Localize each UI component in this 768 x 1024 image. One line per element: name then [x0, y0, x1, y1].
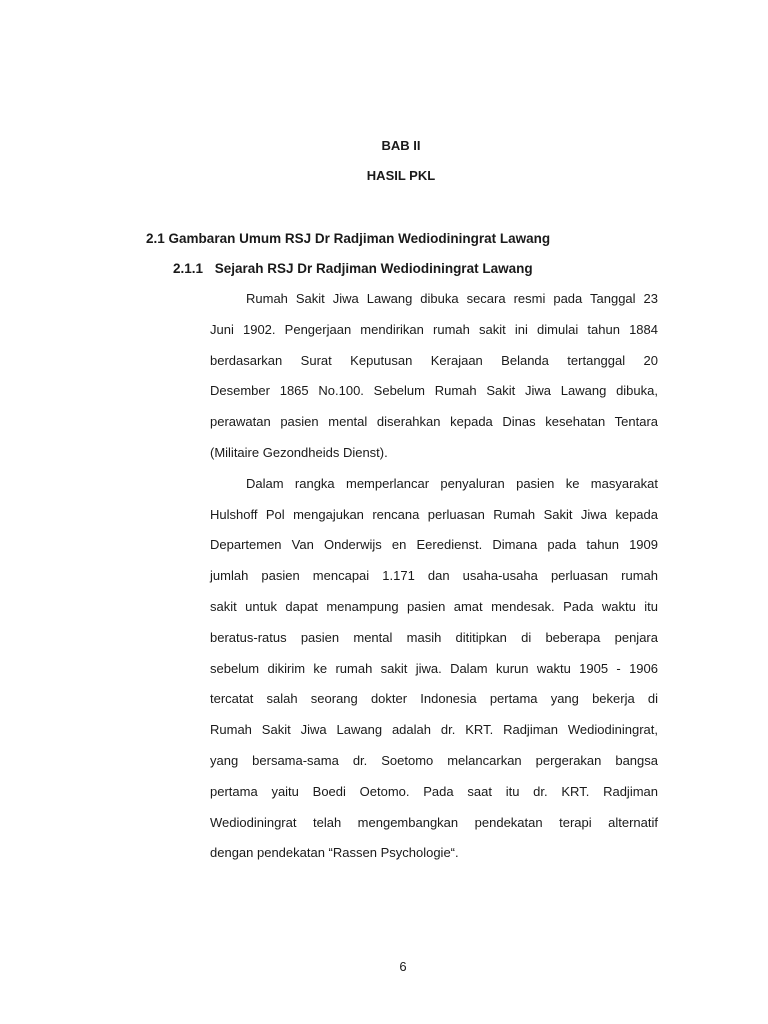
section-heading [146, 231, 550, 247]
subsection-heading [173, 261, 533, 277]
subsection-number: 2.1.1 [173, 261, 204, 276]
paragraph-2 [210, 469, 658, 869]
page-number: 6 [399, 959, 407, 974]
paragraph-line: perawatan pasien mental diserahkan kepada Dinas kesehatan Tentara [210, 414, 658, 430]
paragraph-line: yang bersama-sama dr. Soetomo melancarkan pergerakan bangsa [210, 752, 658, 768]
paragraph-line: pertama yaitu Boedi Oetomo. Pada saat itu dr. KRT. Radjiman [210, 783, 658, 799]
paragraph-line: sebelum dikirim ke rumah sakit jiwa. Dalam kurun waktu 1905 - 1906 [210, 660, 658, 676]
paragraph-line: jumlah pasien mencapai 1.171 dan usaha-usaha perluasan rumah [210, 568, 658, 584]
paragraph-line: Departemen Van Onderwijs en Eeredienst. Dimana pada tahun 1909 [210, 537, 658, 553]
paragraph-1 [210, 284, 658, 469]
section-number: 2.1 [146, 231, 165, 246]
chapter-subtitle: HASIL PKL [366, 168, 436, 183]
paragraph-line: Hulshoff Pol mengajukan rencana perluasan Rumah Sakit Jiwa kepada [210, 506, 658, 522]
paragraph-line: tercatat salah seorang dokter Indonesia pertama yang bekerja di [210, 691, 658, 707]
body-text [210, 284, 658, 869]
chapter-title: BAB II [381, 138, 421, 153]
paragraph-line: beratus-ratus pasien mental masih dititipkan di beberapa penjara [210, 629, 658, 645]
paragraph-line: dengan pendekatan “Rassen Psychologie“. [210, 845, 459, 861]
paragraph-line: Rumah Sakit Jiwa Lawang adalah dr. KRT. Radjiman Wediodiningrat, [210, 722, 658, 738]
paragraph-line: sakit untuk dapat menampung pasien amat mendesak. Pada waktu itu [210, 598, 658, 614]
subsection-title: Sejarah RSJ Dr Radjiman Wediodiningrat Lawang [214, 261, 533, 276]
paragraph-line: (Militaire Gezondheids Dienst). [210, 444, 388, 460]
section-title: Gambaran Umum RSJ Dr Radjiman Wediodiningrat Lawang [168, 231, 551, 246]
paragraph-line: Wediodiningrat telah mengembangkan pendekatan terapi alternatif [210, 814, 658, 830]
paragraph-line: Juni 1902. Pengerjaan mendirikan rumah sakit ini dimulai tahun 1884 [210, 321, 658, 337]
paragraph-line: Desember 1865 No.100. Sebelum Rumah Sakit Jiwa Lawang dibuka, [210, 383, 658, 399]
paragraph-line: Dalam rangka memperlancar penyaluran pasien ke masyarakat [246, 475, 658, 491]
paragraph-line: Rumah Sakit Jiwa Lawang dibuka secara resmi pada Tanggal 23 [246, 291, 658, 306]
paragraph-line: berdasarkan Surat Keputusan Kerajaan Belanda tertanggal 20 [210, 352, 658, 368]
